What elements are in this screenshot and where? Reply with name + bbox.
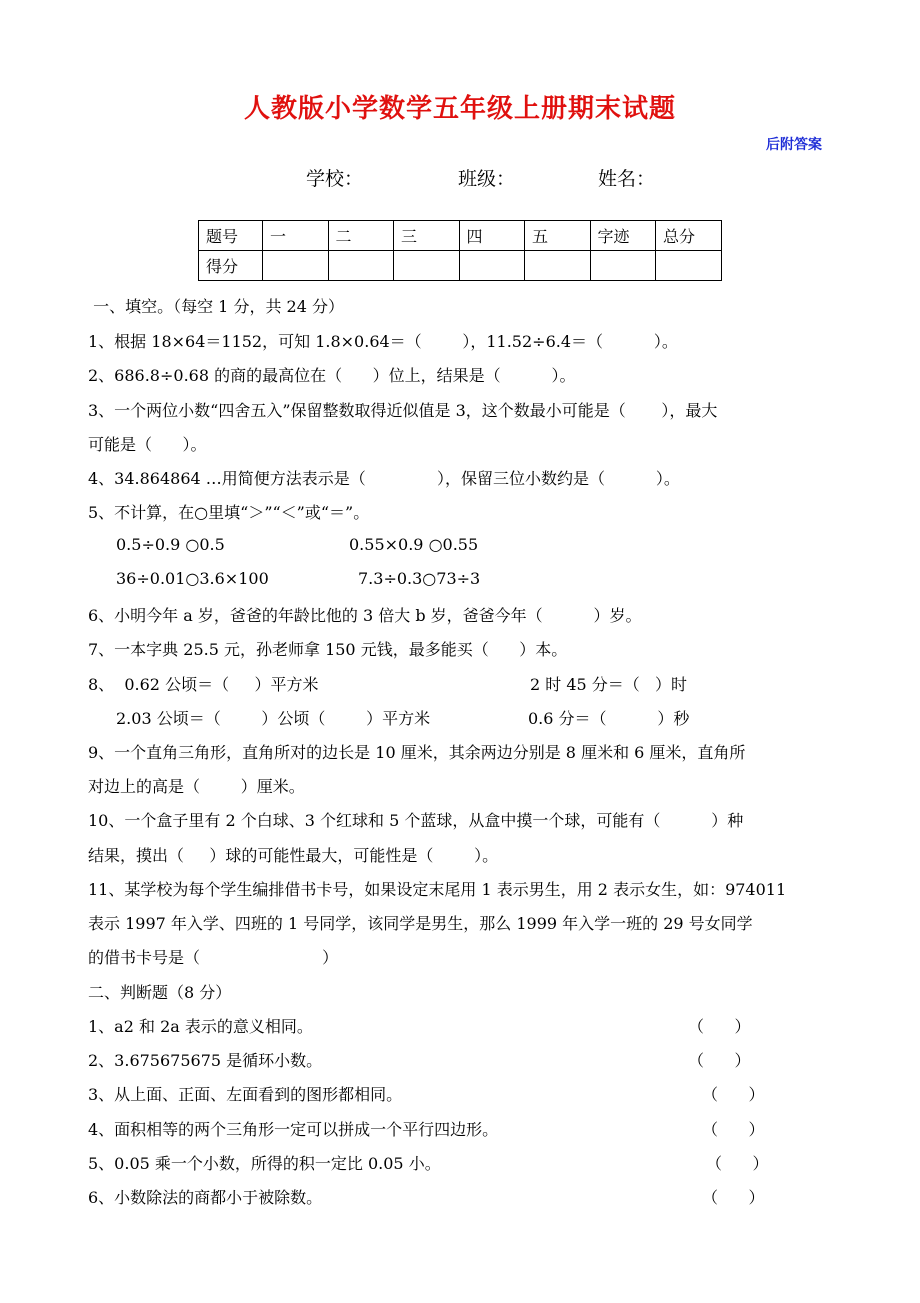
question-7: 7、一本字典 25.5 元，孙老师拿 150 元钱，最多能买（ ）本。 (88, 640, 568, 659)
question-8-part-1: 8、 0.62 公顷＝（ ）平方米 (88, 675, 319, 694)
question-5-item: 36÷0.01○3.6×100 (116, 569, 269, 588)
score-cell[interactable] (590, 251, 656, 281)
score-cell[interactable] (263, 251, 329, 281)
answer-note: 后附答案 (766, 137, 822, 153)
score-table-header-cell: 题号 (199, 221, 263, 251)
score-table-header-cell: 四 (459, 221, 525, 251)
question-3-line-2: 可能是（ ）。 (88, 435, 207, 454)
score-table-header-row (199, 221, 722, 251)
judge-answer-6[interactable]: （ ） (702, 1188, 765, 1207)
score-cell[interactable] (656, 251, 722, 281)
score-table-header-cell: 一 (263, 221, 329, 251)
score-table-header-cell: 三 (394, 221, 460, 251)
question-11-line-3: 的借书卡号是（ ） (88, 948, 339, 967)
judge-answer-2[interactable]: （ ） (688, 1051, 751, 1070)
question-8-part-2: 2 时 45 分＝（ ）时 (530, 675, 688, 694)
score-table (198, 220, 722, 281)
score-table-header-cell: 总分 (656, 221, 722, 251)
name-field-label: 姓名： (598, 168, 656, 190)
page-title: 人教版小学数学五年级上册期末试题 (243, 94, 676, 124)
question-11-line-2: 表示 1997 年入学、四班的 1 号同学，该同学是男生，那么 1999 年入学一班的 29 号女同学 (88, 914, 753, 933)
question-11-line-1: 11、某学校为每个学生编排借书卡号，如果设定末尾用 1 表示男生，用 2 表示女生，如：974011 (88, 880, 787, 899)
question-5-item: 0.5÷0.9 ○0.5 (116, 535, 225, 554)
judge-answer-3[interactable]: （ ） (702, 1085, 765, 1104)
score-table-score-row (199, 251, 722, 281)
score-cell[interactable] (328, 251, 394, 281)
score-cell[interactable] (459, 251, 525, 281)
question-4: 4、34.864864 …用简便方法表示是（ ），保留三位小数约是（ ）。 (88, 469, 680, 488)
question-5-item: 0.55×0.9 ○0.55 (349, 535, 479, 554)
judge-answer-1[interactable]: （ ） (688, 1017, 751, 1036)
section-true-false-heading: 二、判断题（8 分） (88, 983, 232, 1002)
question-10-line-2: 结果，摸出（ ）球的可能性最大，可能性是（ ）。 (88, 846, 499, 865)
question-8-part-3: 2.03 公顷＝（ ）公顷（ ）平方米 (116, 709, 431, 728)
score-row-label: 得分 (199, 251, 263, 281)
question-3-line-1: 3、一个两位小数“四舍五入”保留整数取得近似值是 3，这个数最小可能是（ ），最大 (88, 401, 718, 420)
score-table-header-cell: 五 (525, 221, 591, 251)
question-5-item: 7.3÷0.3○73÷3 (358, 569, 481, 588)
judge-answer-5[interactable]: （ ） (706, 1154, 769, 1173)
score-cell[interactable] (525, 251, 591, 281)
question-9-line-2: 对边上的高是（ ）厘米。 (88, 777, 305, 796)
judge-answer-4[interactable]: （ ） (702, 1120, 765, 1139)
school-field-label: 学校： (306, 168, 364, 190)
judge-item-3: 3、从上面、正面、左面看到的图形都相同。 (88, 1085, 403, 1104)
question-8-part-4: 0.6 分＝（ ）秒 (528, 709, 690, 728)
section-fill-blank-heading: 一、填空。（每空 1 分，共 24 分） (88, 297, 344, 316)
question-6: 6、小明今年 a 岁，爸爸的年龄比他的 3 倍大 b 岁，爸爸今年（ ）岁。 (88, 606, 642, 625)
question-1: 1、根据 18×64＝1152，可知 1.8×0.64＝（ ），11.52÷6.4＝（ ）。 (88, 332, 678, 351)
question-10-line-1: 10、一个盒子里有 2 个白球、3 个红球和 5 个蓝球，从盒中摸一个球，可能有（ ）种 (88, 811, 744, 830)
score-table-header-cell: 字迹 (590, 221, 656, 251)
question-2: 2、686.8÷0.68 的商的最高位在（ ）位上，结果是（ ）。 (88, 366, 576, 385)
question-5: 5、不计算，在○里填“＞”“＜”或“＝”。 (88, 503, 370, 522)
score-table-header-cell: 二 (328, 221, 394, 251)
class-field-label: 班级： (458, 168, 516, 190)
judge-item-4: 4、面积相等的两个三角形一定可以拼成一个平行四边形。 (88, 1120, 499, 1139)
judge-item-5: 5、0.05 乘一个小数，所得的积一定比 0.05 小。 (88, 1154, 441, 1173)
judge-item-1: 1、a2 和 2a 表示的意义相同。 (88, 1017, 313, 1036)
question-9-line-1: 9、一个直角三角形，直角所对的边长是 10 厘米，其余两边分别是 8 厘米和 6 厘米，直角所 (88, 743, 746, 762)
judge-item-2: 2、3.675675675 是循环小数。 (88, 1051, 323, 1070)
score-cell[interactable] (394, 251, 460, 281)
judge-item-6: 6、小数除法的商都小于被除数。 (88, 1188, 323, 1207)
